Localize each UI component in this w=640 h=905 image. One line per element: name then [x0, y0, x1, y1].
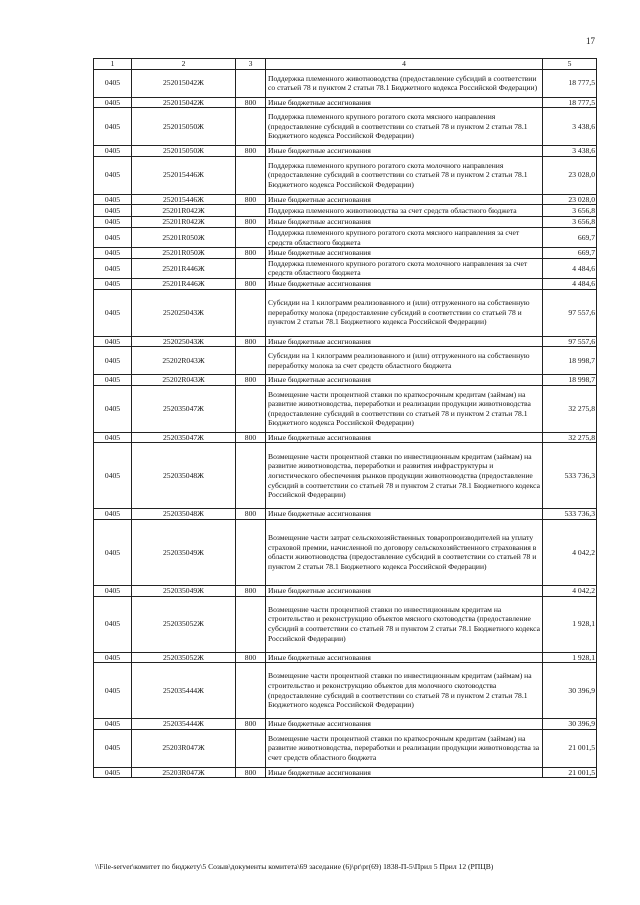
section-cell: 0405 — [94, 258, 132, 278]
name-cell: Иные бюджетные ассигнования — [266, 278, 543, 289]
code-cell: 252035052Ж — [132, 652, 236, 663]
amount-cell: 3 438,6 — [543, 108, 597, 146]
table-header-row — [94, 59, 597, 70]
table-row — [94, 69, 597, 97]
amount-cell: 18 998,7 — [543, 347, 597, 375]
name-cell: Возмещение части процентной ставки по инвестиционным кредитам (займам) на строительство и реконструкцию объектов для молочного скотоводства (предоставление субсидий в соответствии со статьей 78 и пунктом 2 статьи 78.1 Бюджетного кодекса Российской Федерации) — [266, 663, 543, 719]
table-row — [94, 108, 597, 146]
name-cell: Иные бюджетные ассигнования — [266, 652, 543, 663]
table-row — [94, 443, 597, 509]
name-cell: Поддержка племенного крупного рогатого скота молочного направления за счет средств областного бюджета — [266, 258, 543, 278]
name-cell: Субсидии на 1 килограмм реализованного и (или) отгруженного на собственную переработку молока (предоставление субсидий в соответствии со статьей 78 и пунктом 2 статьи 78.1 Бюджетного кодекса Российской Федерации) — [266, 289, 543, 336]
amount-cell: 669,7 — [543, 227, 597, 247]
code-cell: 252035052Ж — [132, 596, 236, 652]
section-cell: 0405 — [94, 585, 132, 596]
header-cell-3: 3 — [236, 59, 266, 70]
header-cell-2: 2 — [132, 59, 236, 70]
header-cell-4: 4 — [266, 59, 543, 70]
type-cell: 800 — [236, 719, 266, 730]
section-cell: 0405 — [94, 336, 132, 347]
code-cell: 252015050Ж — [132, 146, 236, 157]
name-cell: Иные бюджетные ассигнования — [266, 432, 543, 443]
code-cell: 25202R043Ж — [132, 375, 236, 386]
code-cell: 252035049Ж — [132, 519, 236, 585]
type-cell: 800 — [236, 375, 266, 386]
table-row — [94, 205, 597, 217]
code-cell: 25202R043Ж — [132, 347, 236, 375]
name-cell: Иные бюджетные ассигнования — [266, 509, 543, 520]
type-cell: 800 — [236, 432, 266, 443]
amount-cell: 23 028,0 — [543, 156, 597, 194]
type-cell — [236, 69, 266, 97]
code-cell: 25201R446Ж — [132, 278, 236, 289]
amount-cell: 32 275,8 — [543, 432, 597, 443]
name-cell: Иные бюджетные ассигнования — [266, 585, 543, 596]
name-cell: Иные бюджетные ассигнования — [266, 336, 543, 347]
header-cell-5: 5 — [543, 59, 597, 70]
name-cell: Иные бюджетные ассигнования — [266, 719, 543, 730]
name-cell: Иные бюджетные ассигнования — [266, 375, 543, 386]
code-cell: 25201R042Ж — [132, 205, 236, 217]
table-row — [94, 663, 597, 719]
section-cell: 0405 — [94, 519, 132, 585]
table-row — [94, 719, 597, 730]
amount-cell: 18 998,7 — [543, 375, 597, 386]
name-cell: Иные бюджетные ассигнования — [266, 97, 543, 108]
section-cell: 0405 — [94, 385, 132, 432]
table-row — [94, 509, 597, 520]
section-cell: 0405 — [94, 652, 132, 663]
name-cell: Иные бюджетные ассигнования — [266, 217, 543, 228]
table-row — [94, 156, 597, 194]
code-cell: 252015446Ж — [132, 194, 236, 205]
amount-cell: 4 042,2 — [543, 585, 597, 596]
amount-cell: 1 928,1 — [543, 596, 597, 652]
table-row — [94, 258, 597, 278]
code-cell: 252025043Ж — [132, 336, 236, 347]
amount-cell: 4 484,6 — [543, 258, 597, 278]
code-cell: 25203R047Ж — [132, 729, 236, 767]
type-cell — [236, 385, 266, 432]
code-cell: 252035049Ж — [132, 585, 236, 596]
table-row — [94, 227, 597, 247]
table-row — [94, 375, 597, 386]
table-row — [94, 217, 597, 228]
table-row — [94, 248, 597, 259]
code-cell: 25203R047Ж — [132, 767, 236, 778]
amount-cell: 18 777,5 — [543, 97, 597, 108]
code-cell: 252035048Ж — [132, 509, 236, 520]
table-row — [94, 289, 597, 336]
name-cell: Иные бюджетные ассигнования — [266, 146, 543, 157]
header-cell-1: 1 — [94, 59, 132, 70]
type-cell — [236, 205, 266, 217]
section-cell: 0405 — [94, 509, 132, 520]
name-cell: Иные бюджетные ассигнования — [266, 248, 543, 259]
section-cell: 0405 — [94, 108, 132, 146]
code-cell: 252015050Ж — [132, 108, 236, 146]
table-row — [94, 519, 597, 585]
type-cell: 800 — [236, 97, 266, 108]
code-cell: 252035047Ж — [132, 432, 236, 443]
section-cell: 0405 — [94, 248, 132, 259]
section-cell: 0405 — [94, 767, 132, 778]
code-cell: 252025043Ж — [132, 289, 236, 336]
section-cell: 0405 — [94, 596, 132, 652]
type-cell: 800 — [236, 585, 266, 596]
type-cell — [236, 663, 266, 719]
file-path-footer: \\File-server\комитет по бюджету\5 Созыв\документы комитета\69 заседание (6)\pr\pr(69) 1838-П-5\Прил 5 Прил 12 (РПЦВ) — [95, 862, 494, 871]
amount-cell: 3 656,8 — [543, 217, 597, 228]
amount-cell: 21 001,5 — [543, 729, 597, 767]
type-cell: 800 — [236, 278, 266, 289]
section-cell: 0405 — [94, 443, 132, 509]
code-cell: 252015042Ж — [132, 97, 236, 108]
section-cell: 0405 — [94, 217, 132, 228]
amount-cell: 4 042,2 — [543, 519, 597, 585]
type-cell: 800 — [236, 248, 266, 259]
amount-cell: 3 656,8 — [543, 205, 597, 217]
amount-cell: 30 396,9 — [543, 663, 597, 719]
amount-cell: 97 557,6 — [543, 289, 597, 336]
type-cell: 800 — [236, 194, 266, 205]
section-cell: 0405 — [94, 278, 132, 289]
type-cell: 800 — [236, 652, 266, 663]
budget-table — [93, 58, 597, 778]
code-cell: 252035047Ж — [132, 385, 236, 432]
amount-cell: 669,7 — [543, 248, 597, 259]
section-cell: 0405 — [94, 432, 132, 443]
section-cell: 0405 — [94, 146, 132, 157]
code-cell: 252015042Ж — [132, 69, 236, 97]
name-cell: Поддержка племенного животноводства (предоставление субсидий в соответствии со статьей 78 и пунктом 2 статьи 78.1 Бюджетного кодекса Российской Федерации) — [266, 69, 543, 97]
name-cell: Иные бюджетные ассигнования — [266, 767, 543, 778]
table-row — [94, 336, 597, 347]
amount-cell: 4 484,6 — [543, 278, 597, 289]
section-cell: 0405 — [94, 289, 132, 336]
table-row — [94, 347, 597, 375]
table-row — [94, 729, 597, 767]
section-cell: 0405 — [94, 156, 132, 194]
section-cell: 0405 — [94, 205, 132, 217]
code-cell: 25201R050Ж — [132, 227, 236, 247]
type-cell — [236, 108, 266, 146]
type-cell — [236, 443, 266, 509]
name-cell: Возмещение части процентной ставки по краткосрочным кредитам (займам) на развитие животноводства, переработки и реализации продукции животноводства за счет средств областного бюджета — [266, 729, 543, 767]
amount-cell: 3 438,6 — [543, 146, 597, 157]
type-cell — [236, 289, 266, 336]
amount-cell: 533 736,3 — [543, 509, 597, 520]
amount-cell: 21 001,5 — [543, 767, 597, 778]
code-cell: 25201R042Ж — [132, 217, 236, 228]
type-cell: 800 — [236, 767, 266, 778]
name-cell: Иные бюджетные ассигнования — [266, 194, 543, 205]
table-row — [94, 596, 597, 652]
table-row — [94, 652, 597, 663]
section-cell: 0405 — [94, 375, 132, 386]
code-cell: 25201R050Ж — [132, 248, 236, 259]
amount-cell: 23 028,0 — [543, 194, 597, 205]
name-cell: Поддержка племенного крупного рогатого скота мясного направления за счет средств областного бюджета — [266, 227, 543, 247]
table-row — [94, 767, 597, 778]
table-row — [94, 194, 597, 205]
amount-cell: 97 557,6 — [543, 336, 597, 347]
amount-cell: 533 736,3 — [543, 443, 597, 509]
name-cell: Возмещение части процентной ставки по краткосрочным кредитам (займам) на развитие животноводства, переработки и реализации продукции животноводства (предоставление субсидий в соответствии со статьей 78 и пунктом 2 статьи 78.1 Бюджетного кодекса Российской Федерации) — [266, 385, 543, 432]
code-cell: 25201R446Ж — [132, 258, 236, 278]
code-cell: 252015446Ж — [132, 156, 236, 194]
code-cell: 252035048Ж — [132, 443, 236, 509]
amount-cell: 30 396,9 — [543, 719, 597, 730]
table-row — [94, 278, 597, 289]
section-cell: 0405 — [94, 227, 132, 247]
section-cell: 0405 — [94, 663, 132, 719]
table-row — [94, 385, 597, 432]
amount-cell: 32 275,8 — [543, 385, 597, 432]
name-cell: Возмещение части процентной ставки по инвестиционным кредитам (займам) на развитие животноводства, переработки и развития инфраструктуры и логистического обеспечения рынков продукции животноводства (предоставление субсидий в соответствии со статьей 78 и пунктом 2 статьи 78.1 Бюджетного кодекса Российской Федерации) — [266, 443, 543, 509]
section-cell: 0405 — [94, 719, 132, 730]
table-row — [94, 585, 597, 596]
name-cell: Возмещение части процентной ставки по инвестиционным кредитам на строительство и реконструкцию объектов мясного скотоводства (предоставление субсидий в соответствии со статьей 78 и пунктом 2 статьи 78.1 Бюджетного кодекса Российской Федерации) — [266, 596, 543, 652]
code-cell: 252035444Ж — [132, 719, 236, 730]
type-cell: 800 — [236, 217, 266, 228]
name-cell: Поддержка племенного крупного рогатого скота молочного направления (предоставление субсидий в соответствии со статьей 78 и пунктом 2 статьи 78.1 Бюджетного кодекса Российской Федерации) — [266, 156, 543, 194]
budget-table-body — [94, 59, 597, 778]
name-cell: Поддержка племенного животноводства за счет средств областного бюджета — [266, 205, 543, 217]
type-cell — [236, 227, 266, 247]
type-cell: 800 — [236, 509, 266, 520]
code-cell: 252035444Ж — [132, 663, 236, 719]
type-cell: 800 — [236, 146, 266, 157]
section-cell: 0405 — [94, 347, 132, 375]
type-cell — [236, 729, 266, 767]
name-cell: Субсидии на 1 килограмм реализованного и (или) отгруженного на собственную переработку молока за счет средств областного бюджета — [266, 347, 543, 375]
amount-cell: 18 777,5 — [543, 69, 597, 97]
amount-cell: 1 928,1 — [543, 652, 597, 663]
type-cell — [236, 156, 266, 194]
type-cell: 800 — [236, 336, 266, 347]
table-row — [94, 432, 597, 443]
table-row — [94, 146, 597, 157]
table-row — [94, 97, 597, 108]
section-cell: 0405 — [94, 194, 132, 205]
section-cell: 0405 — [94, 69, 132, 97]
name-cell: Поддержка племенного крупного рогатого скота мясного направления (предоставление субсидий в соответствии со статьей 78 и пунктом 2 статьи 78.1 Бюджетного кодекса Российской Федерации) — [266, 108, 543, 146]
section-cell: 0405 — [94, 729, 132, 767]
section-cell: 0405 — [94, 97, 132, 108]
name-cell: Возмещение части затрат сельскохозяйственных товаропроизводителей на уплату страховой премии, начисленной по договору сельскохозяйственного страхования в области животноводства (предоставление субсидий в соответствии со статьей 78 и пунктом 2 статьи 78.1 Бюджетного кодекса Российской Федерации) — [266, 519, 543, 585]
type-cell — [236, 347, 266, 375]
page-number: 17 — [586, 36, 595, 46]
type-cell — [236, 596, 266, 652]
type-cell — [236, 258, 266, 278]
type-cell — [236, 519, 266, 585]
